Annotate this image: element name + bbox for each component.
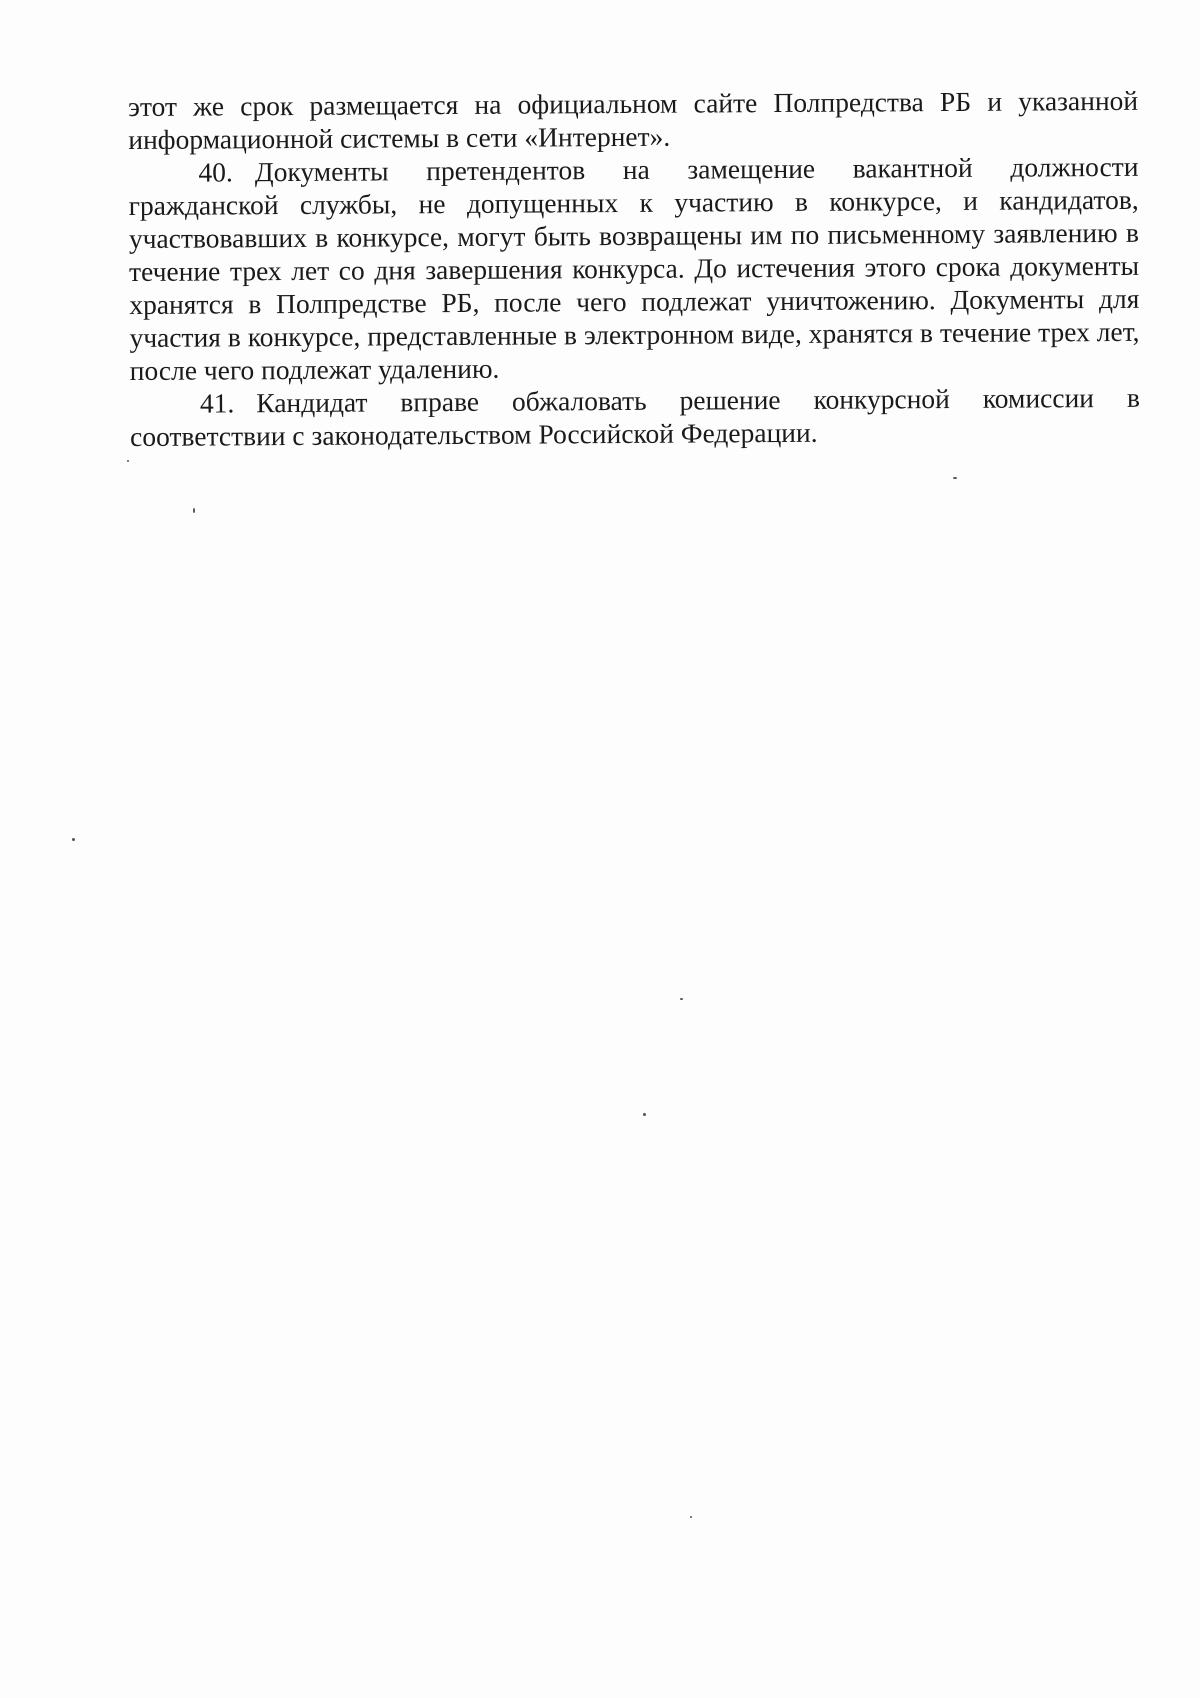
paragraph-text: этот же срок размещается на официальном сайте Полпредства РБ и указанной информационной системы в сети «Интернет». bbox=[128, 84, 1139, 155]
scan-speck bbox=[193, 508, 195, 513]
scan-speck bbox=[643, 1113, 646, 1116]
scan-speck bbox=[690, 1516, 692, 1518]
scan-speck bbox=[953, 477, 957, 479]
paragraph-number: 40. bbox=[198, 156, 233, 188]
paragraph-continuation bbox=[128, 84, 1138, 156]
scan-speck bbox=[127, 460, 129, 462]
scan-speck bbox=[72, 838, 75, 841]
paragraph-41 bbox=[130, 381, 1140, 453]
paragraph-text: Документы претендентов на замещение вакантной должности гражданской службы, не допущенных к участию в конкурсе, и кандидатов, участвовавших в конкурсе, могут быть возвращены им по письменному заявлению в течение трех лет со дня завершения конкурса. До истечения этого срока документы хранятся в Полпредстве РБ, после чего подлежат уничтожению. Документы для участия в конкурсе, представленные в электронном виде, хранятся в течение трех лет, после чего подлежат удалению. bbox=[128, 150, 1140, 386]
scan-speck bbox=[680, 998, 683, 1000]
paragraph-40 bbox=[128, 150, 1139, 387]
paragraph-number: 41. bbox=[199, 387, 235, 419]
paragraph-text: Кандидат вправе обжаловать решение конкурсной комиссии в соответствии с законодательством Российской Федерации. bbox=[130, 381, 1140, 452]
document-body bbox=[128, 84, 1140, 453]
